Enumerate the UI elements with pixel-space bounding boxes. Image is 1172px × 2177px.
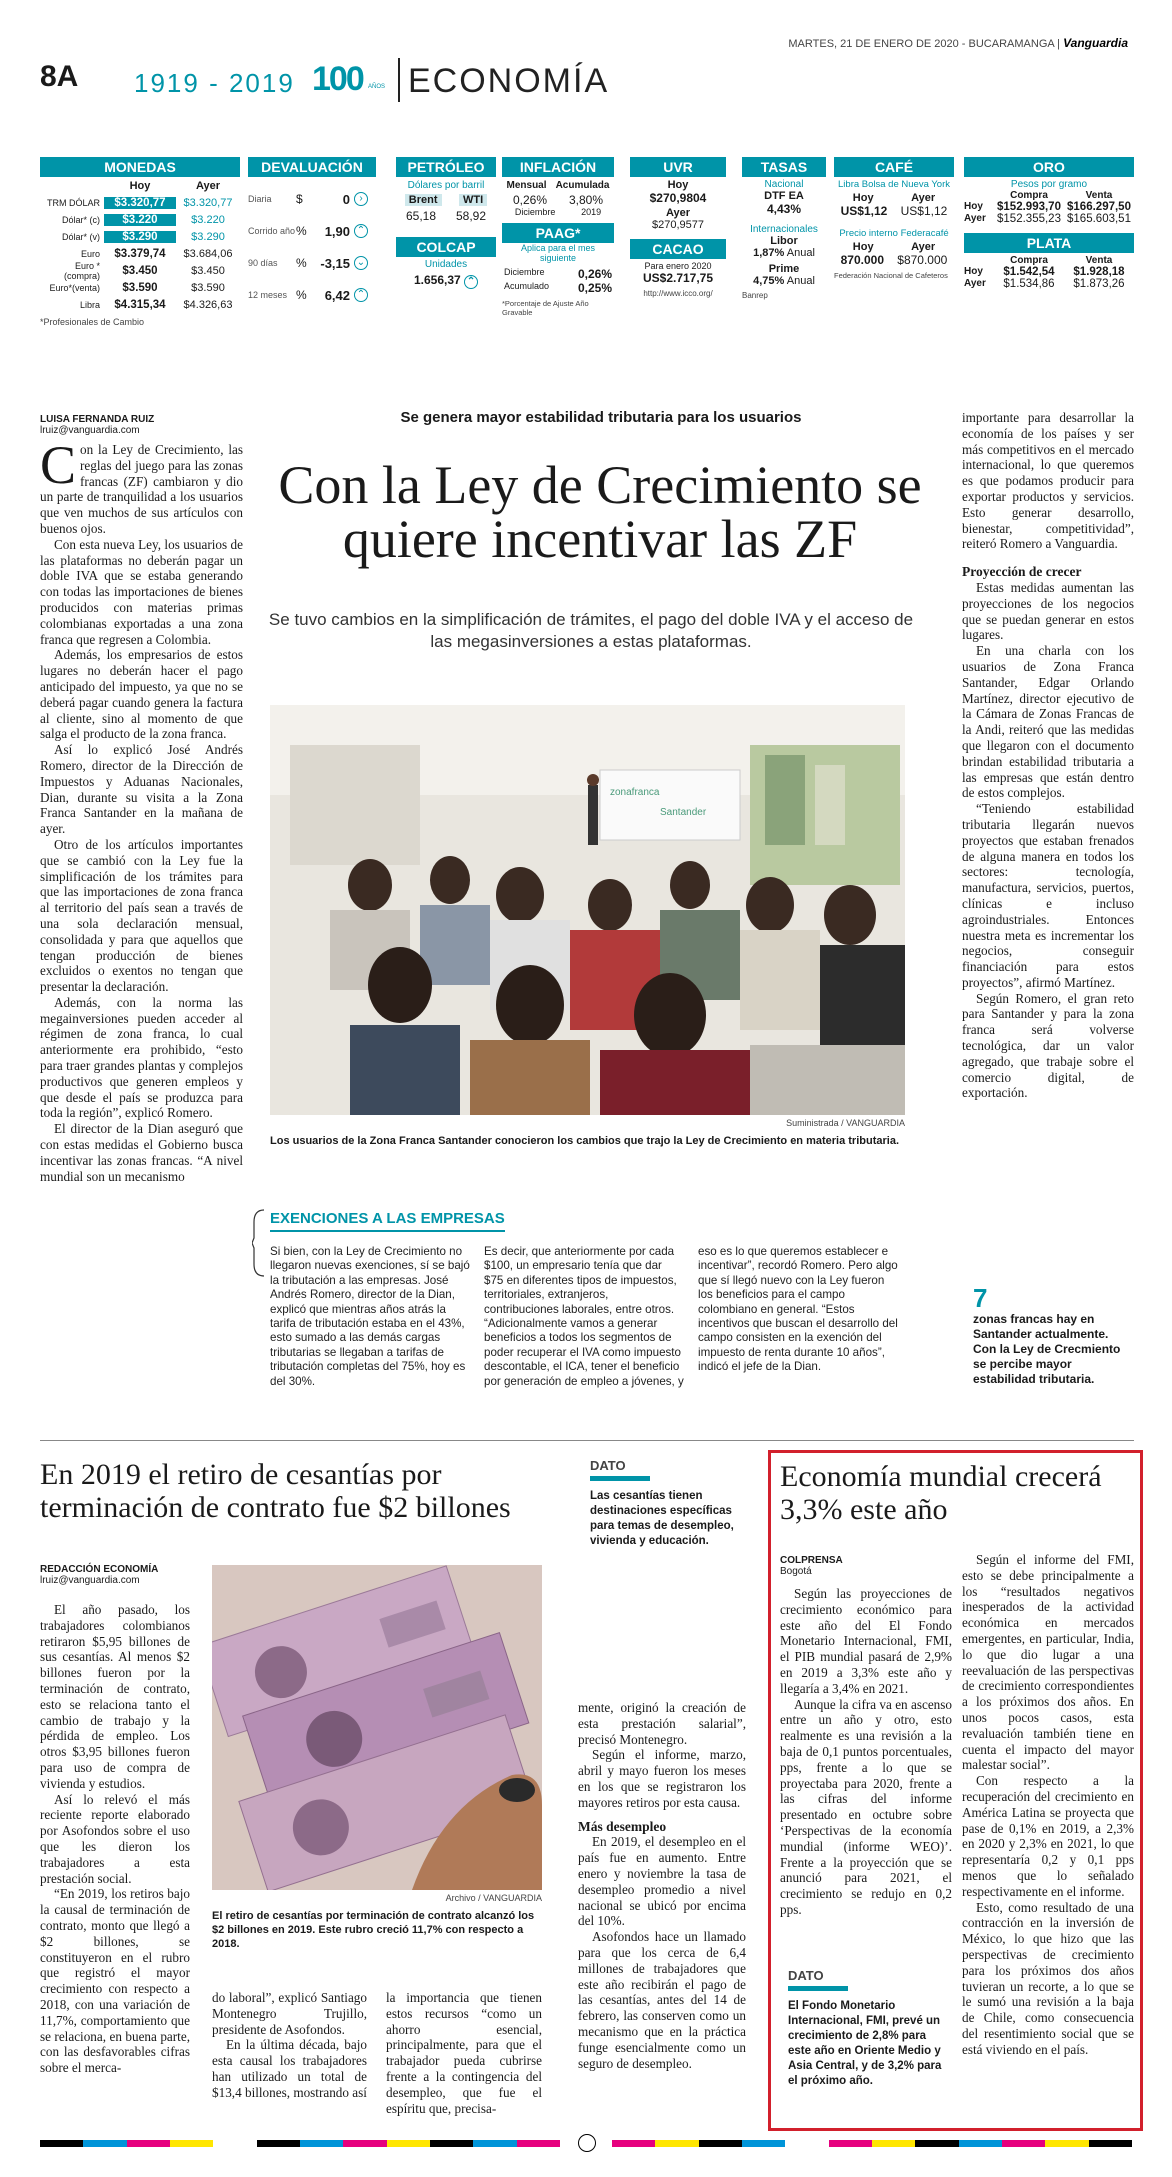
brent-value: 65,18 [405,209,437,223]
oro-title: ORO [964,157,1134,177]
cesantias-col3 [386,1990,542,2116]
monedas-hoy-label: Hoy [129,179,151,192]
section-title: ECONOMÍA [408,62,610,100]
devaluacion-row [248,279,376,311]
exenciones-col1: Si bien, con la Ley de Crecimiento no llegaron nuevas exenciones, sí se bajó la tributación a las empresas. José Andrés Romero, director de la Dian, explicó que mientras años atrás la tarifa de tributación estaba en el 43%, esto sumado a las demás cargas tributarias se llegaban a tarifas de tributación completas del 75%, hoy es del 30%. [270,1245,470,1388]
main-author: LUISA FERNANDA RUIZ [40,414,155,425]
plata-hoy-compra: $1.542,54 [1003,266,1055,278]
plata-hoy-label: Hoy [964,266,983,277]
economia-col2 [962,1552,1134,2058]
monedas-row-hoy: $3.220 [104,214,176,226]
paag-value: 0,25% [577,281,612,295]
paag-label: Acumulado [504,281,550,291]
paragraph: Según el informe, marzo, abril y mayo fueron los meses en los que se registraron los mayores retiros por esta causa. [578,1747,746,1810]
tasas-sub1: Nacional [764,179,804,190]
monedas-row [40,228,240,245]
monedas-row [40,279,240,296]
deval-unit: % [296,256,307,270]
monedas-row-ayer: $3.684,06 [183,247,233,260]
indicator-tasas [742,157,826,300]
cesantias-photo [212,1565,542,1890]
paag-label: Diciembre [504,267,545,277]
deval-unit: % [296,288,307,302]
paragraph: Con respecto a la recuperación del crecimiento en América Latina se proyecta que pase de 0,1% en 2019, a 2,3% en 2020 y 2,3% en 2021, lo que representaría 0,2 y 0,1 pps menos que lo señalado respectivamente en el informe. [962,1773,1134,1899]
cafe-hoy-label: Hoy [852,192,874,204]
paper-name: Vanguardia [1063,36,1128,50]
cesantias-col4 [578,1700,746,2071]
main-subhead: Proyección de crecer [962,564,1082,580]
monedas-row-hoy: $3.290 [104,231,176,243]
plata-title: PLATA [964,233,1134,253]
cafe-title: CAFÉ [834,157,954,177]
wti-value: 58,92 [455,209,487,223]
cesantias-byline [40,1564,158,1586]
cesantias-subhead: Más desempleo [578,1818,667,1834]
devaluacion-title: DEVALUACIÓN [248,157,376,177]
main-photo-caption: Los usuarios de la Zona Franca Santander conocieron los cambios que trajo la Ley de Crecimiento en materia tributaria. [270,1135,900,1147]
petroleo-sub: Dólares por barril [407,180,485,191]
main-deck: Se tuvo cambios en la simplificación de trámites, el pago del doble IVA y el acceso de las megasinversiones a estas plataformas. [268,610,914,651]
libor-label: Libor [770,235,798,247]
paragraph: Aunque la cifra va en ascenso entre un año y otro, esto realmente es una revisión a la baja de 0,1 puntos porcentuales, pps, frente a lo que se proyectaba para 2020, frente a las cifras del informe presentado en octubre sobre ‘Perspectivas de la economía mundial (informe WEO)’. Frente a la proyección que se anunció para 2021, el crecimiento se redujo en 0,2 pps. [780,1696,952,1917]
cafe-ayer2-label: Ayer [911,241,936,253]
economia-place: Bogotá [780,1566,812,1577]
cafe-hoy: US$1,12 [840,204,888,218]
libor-value: 1,87% [753,247,785,259]
economia-col1 [780,1586,952,1918]
deval-value: 6,42 [324,287,350,303]
plata-ayer-venta: $1.873,26 [1073,278,1125,290]
cafe-ayer-label: Ayer [911,192,936,204]
oro-ayer-venta: $165.603,51 [1067,213,1131,225]
inflacion-mensual: 0,26% [512,193,548,207]
deval-label: Diaria [248,194,272,204]
cesantias-photo-caption: El retiro de cesantías por terminación de contrato alcanzó los $2 billones en 2019. Este rubro creció 11,7% con respecto a 2018. [212,1910,535,1950]
indicator-petroleo [396,157,496,289]
date-line: MARTES, 21 DE ENERO DE 2020 - BUCARAMANGA | Vanguardia [788,36,1128,50]
paragraph: El año pasado, los trabajadores colombianos retiraron $5,95 billones de sus cesantías. Al menos $2 billones fueron por la terminación de contrato, esto se relaciona tanto el cambio de trabajo y la pérdida de empleo. Los otros $3,95 billones fueron para uso de compra de vivienda y estudios. [40,1602,190,1791]
logo-number: 100 [312,60,363,98]
monedas-row-ayer: $4.326,63 [183,298,233,311]
plata-venta-label: Venta [1085,255,1113,266]
paragraph: Según el informe del FMI, esto se debe principalmente a los “resultados negativos inesperados de la actividad económica en mercados emergentes, en particular, India, lo que dio lugar a una reevaluación de las perspectivas de crecimiento correspondientes a los próximos dos años. En unos pocos casos, esta revaluación también tiene en cuenta el impacto del mayor malestar social”. [962,1552,1134,1773]
uvr-ayer: $270,9577 [652,219,704,231]
deval-unit: $ [296,192,303,206]
paag-title: PAAG* [502,223,614,243]
registration-mark-icon [578,2134,596,2152]
deval-label: 12 meses [248,290,288,300]
exenciones-col3: eso es lo que queremos establecer e incentivar”, recordó Romero. Pero algo que sí llegó nuevo con la Ley fueron los beneficios para el campo colombiano en general. “Estos incentivos que buscan el desarrollo del campo consisten en la exención del impuesto de renta durante 10 años”, indicó el jefe de la Dian. [698,1245,898,1374]
cesantias-email: lruiz@vanguardia.com [40,1575,140,1586]
deval-label: 90 días [248,258,278,268]
indicator-uvr [630,157,726,298]
deval-unit: % [296,224,307,238]
prime-value: 4,75% [753,275,785,287]
trend-arrow-icon: ⌄ [354,256,368,270]
cesantias-col2 [212,1990,367,2101]
bracket-icon [252,1208,266,1278]
paag-value: 0,26% [577,267,612,281]
devaluacion-row [248,247,376,279]
trend-arrow-icon: ⌃ [354,288,368,302]
cafe-ayer2: $870.000 [897,253,948,267]
oro-hoy-compra: $152.993,70 [997,201,1061,213]
monedas-note: *Profesionales de Cambio [40,317,145,327]
colcap-title: COLCAP [396,237,496,257]
economia-headline: Economía mundial crecerá 3,3% este año [780,1460,1102,1526]
plata-hoy-venta: $1.928,18 [1073,266,1125,278]
paragraph: Otro de los artículos importantes que se cambió con la Ley fue la simplificación de los trámites para que las importaciones de zona franca al territorio del país sean a través de una sola declaración mensual, consolidada y para que aquellos que tengan producción de bienes excluidos o exentos no tengan que presentar la declaración. [40,836,243,995]
main-headline: Con la Ley de Crecimiento se quiere incentivar las ZF [278,455,922,569]
monedas-row [40,262,240,279]
cacao-title: CACAO [630,239,726,259]
devaluacion-row [248,215,376,247]
cesantias-col1 [40,1602,190,2076]
monedas-ayer-label: Ayer [195,179,221,192]
inflacion-acumulada: 3,80% [568,193,604,207]
cafe-sub2: Precio interno Federacafé [839,228,949,239]
monedas-row-hoy: $4.315,34 [114,298,166,311]
stat-number: 7 [973,1283,988,1313]
indicator-cafe [834,157,954,280]
inflacion-title: INFLACIÓN [502,157,614,177]
inflacion-l1: Diciembre [514,207,556,217]
inflacion-l2: 2019 [581,207,602,217]
oro-hoy-venta: $166.297,50 [1067,201,1131,213]
oro-venta-label: Venta [1085,190,1113,201]
up-arrow-icon: ⌃ [464,275,478,289]
tasas-note: Banrep [742,291,768,300]
trend-arrow-icon: ⌃ [354,224,368,238]
tasas-sub2: Internacionales [750,224,818,235]
plata-ayer-label: Ayer [964,278,986,289]
monedas-row-label: Euro [80,248,100,259]
plata-compra-label: Compra [1010,255,1048,266]
petroleo-title: PETRÓLEO [396,157,496,177]
conference-photo [270,705,905,1115]
economia-dato-text: El Fondo Monetario Internacional, FMI, prevé un crecimiento de 2,8% para este año en Oriente Medio y Asia Central, y de 3,2% para el próximo año. [788,2000,942,2087]
cafe-hoy2-label: Hoy [852,241,874,253]
paragraph: Además, los empresarios de estos lugares no deberán hacer el pago anticipado del impuesto, ya que no se deberá pagar cuando genera la factura al cliente, sino al momento de que salga el producto de la zona franca. [40,647,243,742]
monedas-row-label: Dólar* (c) [61,214,100,225]
paragraph: Además, con la norma las megainversiones pueden acceder al régimen de zona franca, lo cual anteriormente era prohibido, “esto para traer grandes plantas y complejos productivos que generen empleos y que desde el país se produzca para toda la región”, explicó Romero. [40,994,243,1121]
economia-dato-label: DATO [788,1968,824,1983]
paragraph: Según Romero, el gran reto para Santander y para la zona franca será volverse tecnológica, dar un valor agregado, que trabaje sobre el comercio digital, de exportación. [962,990,1134,1101]
exenciones-col2: Es decir, que anteriormente por cada $100, un empresario tenía que dar $75 en diferentes tipos de impuestos, territoriales, extranjeros, contribuciones laborales, entre otros. “Adicionalmente vamos a generar beneficios a todos los segmentos de poder recuperar el IVA como impuesto descontable, el ICA, tener el beneficio por generación de empleo a jóvenes, y [484,1245,684,1388]
paag-row [502,267,614,281]
wti-label: WTI [459,194,487,206]
print-colorbar-left [40,2140,560,2147]
cacao-sub: Para enero 2020 [644,261,712,271]
monedas-row-label: Euro *(compra) [63,260,100,281]
exenciones-title: EXENCIONES A LAS EMPRESAS [270,1210,505,1227]
deval-value: 0 [342,191,350,207]
stat-text: zonas francas hay en Santander actualmente. Con la Ley de Crecmiento se percibe mayor estabilidad tributaria. [973,1312,1121,1386]
indicator-monedas [40,157,240,327]
cesantias-headline: En 2019 el retiro de cesantías por terminación de contrato fue $2 billones [40,1458,511,1524]
paragraph: En la última década, bajo esta causal los trabajadores han utilizado un total de $13,4 billones, mostrando así [212,2037,367,2100]
paragraph: importante para desarrollar la economía de los países y ser más competitivos en el mercado internacional, lo que queremos es que podamos producir para exportar productos y servicios. Esto generar desarrollo, bienestar, competitividad”, reiteró Romero a Vanguardia. [962,410,1134,552]
main-email: lruiz@vanguardia.com [40,425,140,436]
cafe-ayer: US$1,12 [900,204,948,218]
colcap-sub: Unidades [424,259,468,270]
money-photo [212,1565,542,1890]
tasas-title: TASAS [742,157,826,177]
prime-label: Prime [768,263,800,275]
main-article-col1 [40,435,243,1184]
photo-sign-2: Santander [660,807,707,818]
paragraph: Asofondos hace un llamado para que los cerca de 6,4 millones de trabajadores que este año recibirán el pago de las cesantías, antes del 14 de febrero, las conserven como un mecanismo que en la práctica funge esencialmente como un seguro de desempleo. [578,1929,746,2071]
colcap-value: 1.656,37 [413,273,461,287]
paragraph: Así lo explicó José Andrés Romero, director de la Dirección de Impuestos y Aduanas Nacionales, Dian, durante su visita a la Zona Franca Santander en la mañana de ayer. [40,742,243,837]
oro-ayer-compra: $152.355,23 [997,213,1061,225]
logo-small: AÑOS [368,84,386,90]
paragraph: En 2019, el desempleo en el país fue en aumento. Entre enero y noviembre la tasa de desempleo promedio a nivel nacional se ubicó por encima del 10%. [578,1834,746,1929]
cesantias-photo-credit: Archivo / VANGUARDIA [445,1893,542,1903]
cafe-sub1: Libra Bolsa de Nueva York [838,179,950,190]
cafe-note: Federación Nacional de Cafeteros [834,271,948,280]
monedas-row [40,245,240,262]
cacao-note: http://www.icco.org/ [643,289,713,298]
page-number: 8A [40,60,79,93]
print-colorbar-right [612,2140,1132,2147]
cesantias-author: REDACCIÓN ECONOMÍA [40,1564,159,1575]
monedas-row-ayer: $3.590 [191,281,225,294]
main-byline [40,414,154,436]
uvr-hoy: $270,9804 [649,191,707,205]
uvr-ayer-label: Ayer [665,207,691,219]
monedas-row-label: TRM DÓLAR [46,197,100,208]
monedas-row-hoy: $3.320,77 [104,197,176,209]
economia-byline [780,1555,843,1577]
libor-unit: Anual [786,247,815,259]
main-photo [270,705,905,1115]
paragraph: En una charla con los usuarios de Zona Franca Santander, Edgar Orlando Martínez, director ejecutivo de la Cámara de Zonas Francas de la Andi, reiteró que las medidas que llegaron con el documento brindan estabilidad tributaria a las empresas que están dentro de estos complejos. [962,643,1134,801]
main-photo-credit: Suministrada / VANGUARDIA [786,1118,905,1128]
monedas-title: MONEDAS [40,157,240,177]
main-article-right [962,410,1134,1101]
header-divider [398,58,400,102]
paragraph: Con la Ley de Crecimiento, las reglas del juego para las zonas francas (ZF) cambiaron y dio un parte de tranquilidad a los usuarios que ven muchos de sus artículos con buenos ojos. [40,435,243,536]
dtf-label: DTF EA [764,190,804,202]
monedas-row-ayer: $3.320,77 [183,196,233,209]
monedas-row-ayer: $3.220 [191,213,225,226]
main-kicker: Se genera mayor estabilidad tributaria para los usuarios [400,409,802,426]
cesantias-dato-label: DATO [590,1458,626,1473]
paragraph: mente, originó la creación de esta prestación salarial”, precisó Montenegro. [578,1700,746,1747]
monedas-row-hoy: $3.379,74 [114,247,166,260]
trend-arrow-icon: › [354,192,368,206]
cacao-value: US$2.717,75 [642,271,714,285]
oro-hoy-label: Hoy [964,201,983,212]
paragraph: Estas medidas aumentan las proyecciones de los negocios que se puedan generar en estos lugares. [962,579,1134,643]
monedas-row-label: Dólar* (v) [61,231,100,242]
deval-label: Corrido año [248,226,296,236]
paragraph: do laboral”, explicó Santiago Montenegro Trujillo, presidente de Asofondos. [212,1990,367,2037]
paragraph: la importancia que tienen estos recursos “como un ahorro esencial, principalmente, para que el trabajador pueda cubrirse frente a la contingencia del desempleo, que fue el espíritu que, precisa- [386,1990,542,2116]
economia-dato [788,1968,948,2089]
deval-value: 1,90 [324,223,350,239]
inflacion-col2: Acumulada [555,180,610,191]
oro-compra-label: Compra [1010,190,1048,201]
cafe-hoy2: 870.000 [840,253,885,267]
paragraph: Esto, como resultado de una contracción en la inversión de México, lo que hizo que las perspectivas de crecimiento para los próximos dos años tuvieran un recorte, a lo que se le sumó una revisión a la baja de Chile, como consecuencia del resentimiento social que se está viviendo en el país. [962,1899,1134,2057]
brent-label: Brent [405,194,442,206]
anniversary-years: 1919 - 2019 [134,68,295,98]
cesantias-dato [590,1458,745,1549]
prime-unit: Anual [786,275,815,287]
plata-ayer-compra: $1.534,86 [1003,278,1055,290]
monedas-row-hoy: $3.450 [122,264,158,277]
uvr-title: UVR [630,157,726,177]
monedas-row [40,296,240,313]
oro-sub: Pesos por gramo [1010,179,1088,190]
paragraph: Según las proyecciones de crecimiento económico para este año del El Fondo Monetario Internacional, FMI, el PIB mundial pasará de 2,9% en 2019 a 3,3% este año y llegaría a 3,4% en 2021. [780,1586,952,1696]
uvr-hoy-label: Hoy [667,179,689,191]
paragraph: El director de la Dian aseguró que con estas medidas el Gobierno busca incentivar las zonas francas. “A nivel mundial son un mecanismo [40,1121,243,1184]
paag-row [502,281,614,295]
monedas-row-label: Euro*(venta) [49,282,100,293]
dtf-value: 4,43% [766,202,802,216]
paragraph: Con esta nueva Ley, los usuarios de las plataformas no deberán pagar un doble IVA que se estaba generando con todas las importaciones de bienes producidos con materias primas colombianas exportadas a una zona franca que regresen a Colombia. [40,536,243,647]
monedas-row [40,211,240,228]
indicator-inflacion [502,157,614,317]
paragraph: “Teniendo estabilidad tributaria llegarán nuevos proyectos que estaban frenados de alguna manera en todos los sectores: tecnología, manufactura, servicios, puertos, clínicas e incluso agroindustriales. Entonces nuestra meta es incrementar los negocios, conseguir financiación para estos proyectos”, afirmó Martínez. [962,801,1134,990]
paragraph: “En 2019, los retiros bajo la causal de terminación de contrato, monto que llegó a $2 billones, se constituyeron en el rubro que registró el mayor crecimiento con respecto a 2018, con una variación de 11,7%, comportamiento que se relaciona, en buena parte, con las desfavorables cifras sobre el merca- [40,1886,190,2076]
economia-author: COLPRENSA [780,1555,843,1566]
deval-value: -3,15 [320,255,350,271]
indicator-oro [964,157,1134,290]
monedas-row-label: Libra [79,299,100,310]
paag-note: *Porcentaje de Ajuste Año Gravable [502,299,589,317]
monedas-row [40,194,240,211]
devaluacion-row [248,183,376,215]
paag-sub: Aplica para el mes siguiente [520,243,596,263]
monedas-row-hoy: $3.590 [122,281,158,294]
monedas-row-ayer: $3.450 [191,264,225,277]
inflacion-col1: Mensual [506,180,547,191]
indicator-devaluacion [248,157,376,311]
monedas-row-ayer: $3.290 [191,230,225,243]
photo-sign-1: zonafranca [610,787,660,798]
paragraph: Así lo relevó el más reciente reporte elaborado por Asofondos sobre el uso que les dieron los trabajadores a esta prestación social. [40,1791,190,1886]
cesantias-dato-text: Las cesantías tienen destinaciones específicas para temas de desempleo, vivienda y educación. [590,1490,734,1547]
anniversary-logo [312,60,390,100]
oro-ayer-label: Ayer [964,213,986,224]
